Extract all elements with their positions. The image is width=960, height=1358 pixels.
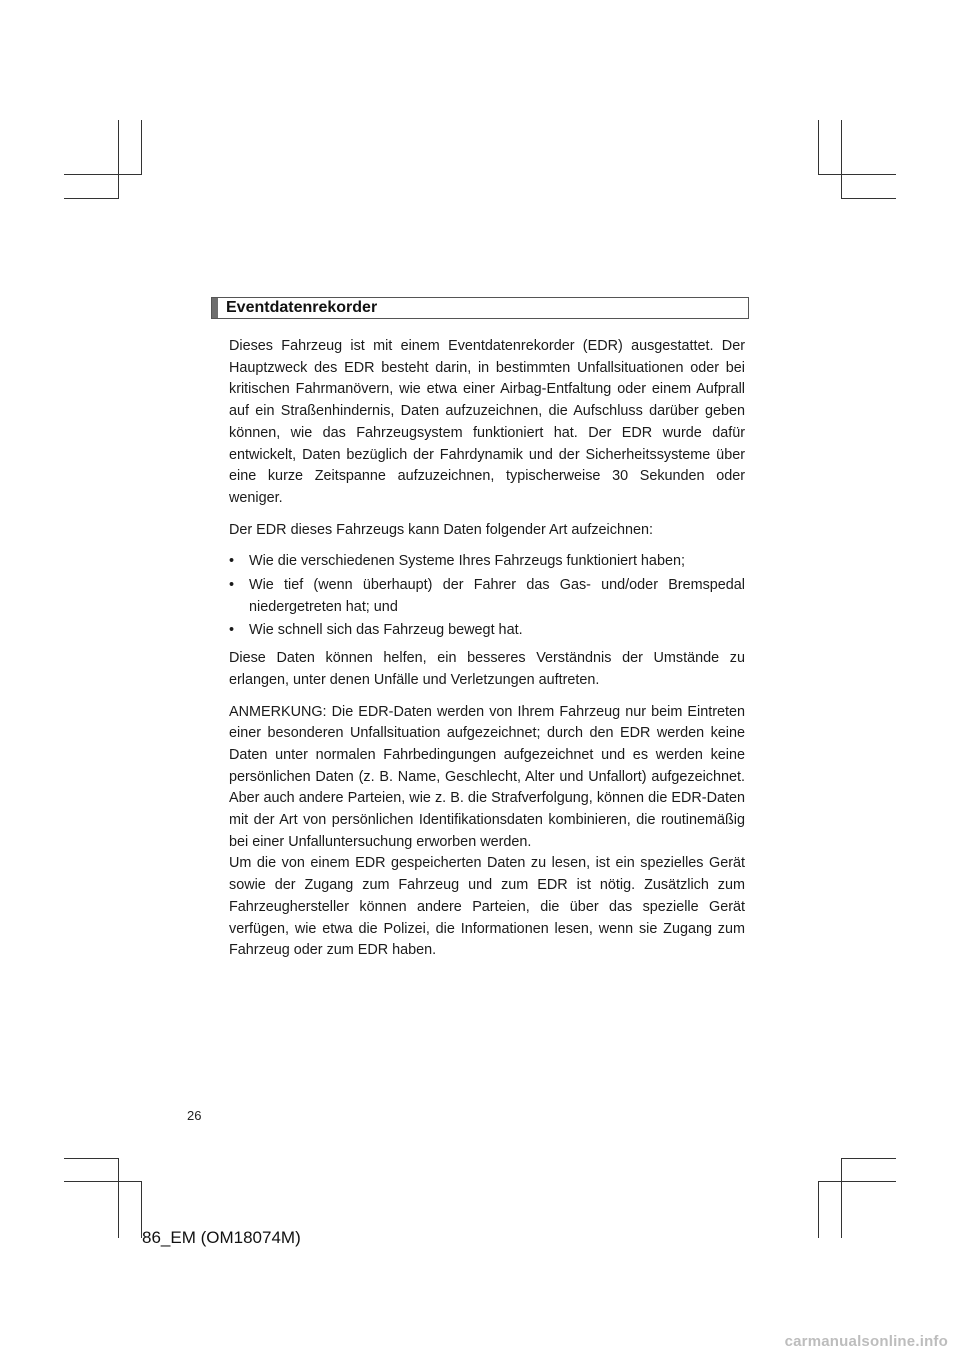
bullet-marker: • [229,577,235,594]
page-number: 26 [187,1108,202,1123]
crop-mark [841,1158,842,1238]
recorded-data-list [229,551,745,642]
crop-mark [118,1158,119,1238]
access-paragraph: Um die von einem EDR gespeicherten Daten zu lesen, ist ein spezielles Gerät sowie der Zugang zum Fahrzeug und zum EDR ist nötig. Zusätzlich zum Fahrzeughersteller können andere Parteien, die über das spezielle Gerät verfügen, wie etwa die Polizei, die Informationen lesen, wenn sie Zugang zum Fahrzeug oder zum EDR haben. [229,855,745,959]
intro-paragraph: Dieses Fahrzeug ist mit einem Eventdatenrekorder (EDR) ausgestattet. Der Hauptzweck des EDR besteht darin, in bestimmten Unfallsituationen oder bei kritischen Fahrmanövern, wie etwa einer Airbag-Entfaltung oder einem Aufprall auf ein Straßenhindernis, Daten aufzuzeichnen, die Aufschluss darüber geben können, wie das Fahrzeugsystem funktioniert hat. Der EDR wurde dafür entwickelt, Daten bezüglich der Fahrdynamik und der Sicherheitssysteme über eine kurze Zeitspanne aufzuzeichnen, typischerweise 30 Sekunden oder weniger. [229,338,745,506]
list-item [229,551,745,573]
section-header-bar [212,298,218,318]
note-paragraph: ANMERKUNG: Die EDR-Daten werden von Ihrem Fahrzeug nur beim Eintreten einer besonderen Unfallsituation aufgezeichnet; durch den EDR werden keine Daten unter normalen Fahrbedingungen aufgezeichnet und es werden keine persönlichen Daten (z. B. Name, Geschlecht, Alter und Unfallort) aufgezeichnet. Aber auch andere Parteien, wie z. B. die Strafverfolgung, können die EDR-Daten mit der Art von persönlichen Identifikationsdaten kombinieren, die routinemäßig bei einer Unfalluntersuchung erworben werden. [229,703,745,850]
crop-mark [818,174,896,175]
section-header [211,297,749,319]
list-item [229,620,745,642]
crop-mark [841,120,842,199]
list-item-text: Wie schnell sich das Fahrzeug bewegt hat. [249,622,523,639]
crop-mark [841,1158,896,1159]
crop-mark [841,198,896,199]
crop-mark [64,198,119,199]
section-title: Eventdatenrekorder [226,299,378,316]
list-item [229,575,745,618]
crop-mark [64,1158,119,1159]
watermark: carmanualsonline.info [784,1333,948,1350]
list-item-text: Wie tief (wenn überhaupt) der Fahrer das Gas- und/oder Bremspedal niedergetreten hat; und [249,577,745,615]
list-item-text: Wie die verschiedenen Systeme Ihres Fahrzeugs funktioniert haben; [249,553,685,570]
list-intro-paragraph: Der EDR dieses Fahrzeugs kann Daten folgender Art aufzeichnen: [229,521,653,538]
crop-mark [818,120,819,175]
crop-mark [118,120,119,199]
crop-mark [64,174,142,175]
crop-mark [818,1181,896,1182]
document-code: 86_EM (OM18074M) [142,1228,301,1247]
crop-mark [818,1181,819,1238]
bullet-marker: • [229,622,235,639]
crop-mark [64,1181,142,1182]
bullet-marker: • [229,553,235,570]
crop-mark [141,120,142,175]
body-text [229,336,745,972]
help-paragraph: Diese Daten können helfen, ein besseres Verständnis der Umstände zu erlangen, unter denen Unfälle und Verletzungen auftreten. [229,650,745,688]
